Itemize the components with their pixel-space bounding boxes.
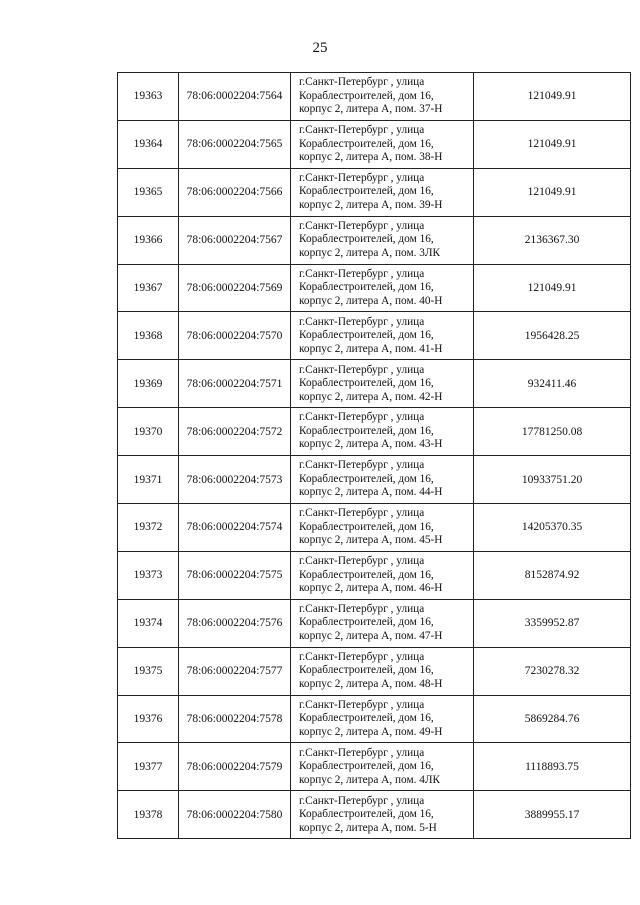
address-line: корпус 2, литера А, пом. 42-Н xyxy=(299,390,443,403)
address-line: Кораблестроителей, дом 16, xyxy=(299,808,434,821)
address-line: г.Санкт-Петербург , улица xyxy=(299,555,425,568)
row-number-cell: 19364 xyxy=(118,120,179,168)
address-line: корпус 2, литера А, пом. 4ЛК xyxy=(299,773,441,786)
cadastral-number-cell: 78:06:0002204:7574 xyxy=(179,504,291,552)
address-line: Кораблестроителей, дом 16, xyxy=(299,520,434,533)
address-line: Кораблестроителей, дом 16, xyxy=(299,185,434,198)
address-line: корпус 2, литера А, пом. 46-Н xyxy=(299,582,443,595)
row-number-cell: 19370 xyxy=(118,408,179,456)
cadastral-number-cell: 78:06:0002204:7564 xyxy=(179,73,291,121)
address-cell xyxy=(291,743,474,791)
table-row xyxy=(118,504,631,552)
address-cell xyxy=(291,791,474,839)
value-cell: 3889955.17 xyxy=(474,791,631,839)
value-cell: 7230278.32 xyxy=(474,647,631,695)
value-cell: 121049.91 xyxy=(474,120,631,168)
address-line: корпус 2, литера А, пом. 45-Н xyxy=(299,534,443,547)
value-cell: 5869284.76 xyxy=(474,695,631,743)
address-line: г.Санкт-Петербург , улица xyxy=(299,794,425,807)
table-row xyxy=(118,264,631,312)
address-line: Кораблестроителей, дом 16, xyxy=(299,472,434,485)
value-cell: 14205370.35 xyxy=(474,504,631,552)
row-number-cell: 19366 xyxy=(118,216,179,264)
property-table-body xyxy=(118,73,631,839)
address-cell xyxy=(291,168,474,216)
cadastral-number-cell: 78:06:0002204:7575 xyxy=(179,551,291,599)
value-cell: 1956428.25 xyxy=(474,312,631,360)
address-cell xyxy=(291,73,474,121)
address-line: г.Санкт-Петербург , улица xyxy=(299,315,425,328)
address-cell xyxy=(291,360,474,408)
address-line: корпус 2, литера А, пом. 39-Н xyxy=(299,198,443,211)
table-row xyxy=(118,647,631,695)
row-number-cell: 19363 xyxy=(118,73,179,121)
value-cell: 2136367.30 xyxy=(474,216,631,264)
address-line: г.Санкт-Петербург , улица xyxy=(299,267,425,280)
value-cell: 10933751.20 xyxy=(474,456,631,504)
value-cell: 932411.46 xyxy=(474,360,631,408)
address-cell xyxy=(291,695,474,743)
address-cell xyxy=(291,504,474,552)
address-cell xyxy=(291,647,474,695)
row-number-cell: 19375 xyxy=(118,647,179,695)
value-cell: 121049.91 xyxy=(474,73,631,121)
value-cell: 121049.91 xyxy=(474,168,631,216)
cadastral-number-cell: 78:06:0002204:7580 xyxy=(179,791,291,839)
address-line: г.Санкт-Петербург , улица xyxy=(299,124,425,137)
row-number-cell: 19378 xyxy=(118,791,179,839)
address-cell xyxy=(291,312,474,360)
address-line: г.Санкт-Петербург , улица xyxy=(299,698,425,711)
address-line: г.Санкт-Петербург , улица xyxy=(299,602,425,615)
cadastral-number-cell: 78:06:0002204:7565 xyxy=(179,120,291,168)
row-number-cell: 19376 xyxy=(118,695,179,743)
address-line: корпус 2, литера А, пом. 40-Н xyxy=(299,294,443,307)
address-line: Кораблестроителей, дом 16, xyxy=(299,712,434,725)
cadastral-number-cell: 78:06:0002204:7571 xyxy=(179,360,291,408)
address-line: г.Санкт-Петербург , улица xyxy=(299,411,425,424)
cadastral-number-cell: 78:06:0002204:7566 xyxy=(179,168,291,216)
address-line: г.Санкт-Петербург , улица xyxy=(299,507,425,520)
address-line: г.Санкт-Петербург , улица xyxy=(299,219,425,232)
address-cell xyxy=(291,456,474,504)
property-table xyxy=(117,72,631,839)
table-row xyxy=(118,168,631,216)
row-number-cell: 19372 xyxy=(118,504,179,552)
cadastral-number-cell: 78:06:0002204:7577 xyxy=(179,647,291,695)
value-cell: 3359952.87 xyxy=(474,599,631,647)
cadastral-number-cell: 78:06:0002204:7569 xyxy=(179,264,291,312)
cadastral-number-cell: 78:06:0002204:7576 xyxy=(179,599,291,647)
page-number: 25 xyxy=(312,40,328,56)
address-line: Кораблестроителей, дом 16, xyxy=(299,377,434,390)
row-number-cell: 19371 xyxy=(118,456,179,504)
row-number-cell: 19377 xyxy=(118,743,179,791)
value-cell: 1118893.75 xyxy=(474,743,631,791)
address-line: Кораблестроителей, дом 16, xyxy=(299,664,434,677)
address-line: Кораблестроителей, дом 16, xyxy=(299,568,434,581)
address-line: корпус 2, литера А, пом. 38-Н xyxy=(299,151,443,164)
value-cell: 17781250.08 xyxy=(474,408,631,456)
cadastral-number-cell: 78:06:0002204:7572 xyxy=(179,408,291,456)
address-cell xyxy=(291,408,474,456)
cadastral-number-cell: 78:06:0002204:7567 xyxy=(179,216,291,264)
table-row xyxy=(118,312,631,360)
table-row xyxy=(118,551,631,599)
address-line: корпус 2, литера А, пом. 5-Н xyxy=(299,821,437,834)
address-cell xyxy=(291,264,474,312)
address-line: корпус 2, литера А, пом. 47-Н xyxy=(299,629,443,642)
address-line: г.Санкт-Петербург , улица xyxy=(299,459,425,472)
address-line: г.Санкт-Петербург , улица xyxy=(299,76,425,89)
cadastral-number-cell: 78:06:0002204:7573 xyxy=(179,456,291,504)
address-line: корпус 2, литера А, пом. 48-Н xyxy=(299,677,443,690)
table-row xyxy=(118,216,631,264)
table-row xyxy=(118,743,631,791)
table-row xyxy=(118,456,631,504)
address-cell xyxy=(291,551,474,599)
row-number-cell: 19369 xyxy=(118,360,179,408)
address-line: корпус 2, литера А, пом. 3ЛК xyxy=(299,246,441,259)
address-line: г.Санкт-Петербург , улица xyxy=(299,363,425,376)
address-cell xyxy=(291,120,474,168)
table-row xyxy=(118,695,631,743)
address-line: Кораблестроителей, дом 16, xyxy=(299,616,434,629)
table-row xyxy=(118,408,631,456)
value-cell: 8152874.92 xyxy=(474,551,631,599)
address-line: Кораблестроителей, дом 16, xyxy=(299,760,434,773)
address-line: г.Санкт-Петербург , улица xyxy=(299,171,425,184)
address-cell xyxy=(291,216,474,264)
cadastral-number-cell: 78:06:0002204:7570 xyxy=(179,312,291,360)
row-number-cell: 19368 xyxy=(118,312,179,360)
cadastral-number-cell: 78:06:0002204:7578 xyxy=(179,695,291,743)
address-line: Кораблестроителей, дом 16, xyxy=(299,329,434,342)
address-line: Кораблестроителей, дом 16, xyxy=(299,89,434,102)
table-row xyxy=(118,73,631,121)
address-line: Кораблестроителей, дом 16, xyxy=(299,137,434,150)
row-number-cell: 19367 xyxy=(118,264,179,312)
address-line: г.Санкт-Петербург , улица xyxy=(299,746,425,759)
row-number-cell: 19365 xyxy=(118,168,179,216)
address-line: корпус 2, литера А, пом. 43-Н xyxy=(299,438,443,451)
address-cell xyxy=(291,599,474,647)
table-row xyxy=(118,120,631,168)
address-line: корпус 2, литера А, пом. 44-Н xyxy=(299,486,443,499)
table-row xyxy=(118,360,631,408)
address-line: г.Санкт-Петербург , улица xyxy=(299,650,425,663)
address-line: Кораблестроителей, дом 16, xyxy=(299,281,434,294)
address-line: корпус 2, литера А, пом. 37-Н xyxy=(299,103,443,116)
table-row xyxy=(118,791,631,839)
row-number-cell: 19373 xyxy=(118,551,179,599)
address-line: корпус 2, литера А, пом. 41-Н xyxy=(299,342,443,355)
cadastral-number-cell: 78:06:0002204:7579 xyxy=(179,743,291,791)
address-line: корпус 2, литера А, пом. 49-Н xyxy=(299,725,443,738)
address-line: Кораблестроителей, дом 16, xyxy=(299,233,434,246)
row-number-cell: 19374 xyxy=(118,599,179,647)
table-row xyxy=(118,599,631,647)
address-line: Кораблестроителей, дом 16, xyxy=(299,424,434,437)
value-cell: 121049.91 xyxy=(474,264,631,312)
